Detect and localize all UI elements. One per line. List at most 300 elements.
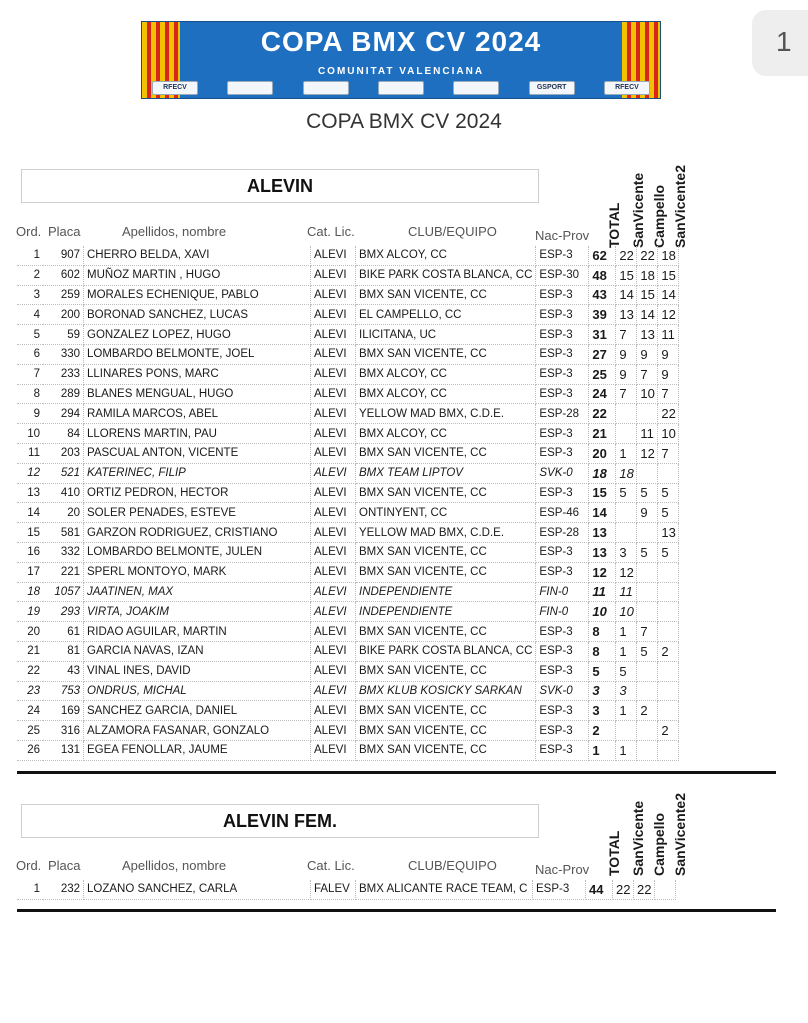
plate-number: 221 (43, 562, 84, 582)
race-points: 9 (637, 344, 658, 364)
race-points: 2 (637, 701, 658, 721)
rider-name: VINAL INES, DAVID (84, 661, 311, 681)
total-points: 15 (589, 483, 616, 503)
race-points (658, 602, 679, 622)
position: 12 (17, 463, 43, 483)
race-points: 22 (613, 880, 634, 899)
license-category: ALEVI (311, 562, 356, 582)
race-points (637, 582, 658, 602)
table-row (17, 246, 679, 265)
race-points: 5 (637, 483, 658, 503)
license-category: ALEVI (311, 404, 356, 424)
license-category: ALEVI (311, 740, 356, 760)
banner-title: COPA BMX CV 2024 (260, 26, 542, 57)
rider-name: PASCUAL ANTON, VICENTE (84, 443, 311, 463)
race-points: 5 (658, 483, 679, 503)
table-row (17, 285, 679, 305)
race-points: 1 (616, 740, 637, 760)
nationality-province: ESP-3 (536, 424, 589, 444)
rider-name: MORALES ECHENIQUE, PABLO (84, 285, 311, 305)
total-points: 8 (589, 622, 616, 642)
license-category: ALEVI (311, 721, 356, 741)
nationality-province: ESP-3 (536, 344, 589, 364)
plate-number: 294 (43, 404, 84, 424)
nationality-province: ESP-3 (536, 661, 589, 681)
plate-number: 20 (43, 503, 84, 523)
license-category: ALEVI (311, 265, 356, 285)
page-number-badge (752, 10, 808, 76)
nationality-province: ESP-3 (533, 880, 586, 899)
total-points: 44 (586, 880, 613, 899)
license-category: ALEVI (311, 582, 356, 602)
name-header: Apellidos, nombre (122, 858, 227, 873)
race-points: 18 (637, 265, 658, 285)
nationality-province: ESP-3 (536, 740, 589, 760)
race-points: 1 (616, 701, 637, 721)
race-points: 1 (616, 443, 637, 463)
nationality-province: ESP-3 (536, 305, 589, 325)
ord-header: Ord. (16, 858, 42, 873)
race-points: 18 (658, 246, 679, 265)
position: 20 (17, 622, 43, 642)
club-name: BMX SAN VICENTE, CC (356, 285, 536, 305)
nationality-province: ESP-3 (536, 384, 589, 404)
race-points: 5 (658, 542, 679, 562)
results-table (17, 246, 679, 761)
table-row (17, 641, 679, 661)
total-points: 62 (589, 246, 616, 265)
plate-number: 59 (43, 325, 84, 345)
rider-name: MUÑOZ MARTIN , HUGO (84, 265, 311, 285)
license-category: ALEVI (311, 384, 356, 404)
position: 26 (17, 740, 43, 760)
race-points (637, 463, 658, 483)
race-points (616, 721, 637, 741)
club-name: BMX SAN VICENTE, CC (356, 740, 536, 760)
club-name: ONTINYENT, CC (356, 503, 536, 523)
category-section (14, 150, 776, 770)
nationality-province: ESP-28 (536, 523, 589, 543)
race-points: 10 (658, 424, 679, 444)
total-points: 39 (589, 305, 616, 325)
race-points: 22 (634, 880, 655, 899)
position: 14 (17, 503, 43, 523)
nationality-province: ESP-3 (536, 483, 589, 503)
nationality-province: ESP-3 (536, 364, 589, 384)
race-header: SanVicente (630, 172, 646, 248)
race-points: 15 (616, 265, 637, 285)
table-row (17, 602, 679, 622)
license-category: ALEVI (311, 701, 356, 721)
nationality-province: FIN-0 (536, 602, 589, 622)
position: 25 (17, 721, 43, 741)
rider-name: GONZALEZ LOPEZ, HUGO (84, 325, 311, 345)
race-points (658, 740, 679, 760)
race-points: 18 (616, 463, 637, 483)
rider-name: RAMILA MARCOS, ABEL (84, 404, 311, 424)
nationality-province: ESP-3 (536, 325, 589, 345)
race-header: SanVicente2 (672, 164, 688, 248)
sponsor-logo: GSPORT (529, 81, 575, 95)
table-row (17, 463, 679, 483)
rider-name: LOMBARDO BELMONTE, JULEN (84, 542, 311, 562)
nationality-province: SVK-0 (536, 681, 589, 701)
table-row (17, 721, 679, 741)
total-points: 48 (589, 265, 616, 285)
category-section (14, 788, 776, 908)
race-points: 9 (616, 344, 637, 364)
club-name: BMX ALCOY, CC (356, 246, 536, 265)
document-title: COPA BMX CV 2024 (306, 110, 502, 133)
total-points: 31 (589, 325, 616, 345)
position: 21 (17, 641, 43, 661)
plate-number: 581 (43, 523, 84, 543)
club-header: CLUB/EQUIPO (408, 224, 497, 239)
license-category: FALEV (311, 880, 356, 899)
position: 24 (17, 701, 43, 721)
license-category: ALEVI (311, 325, 356, 345)
race-points: 13 (658, 523, 679, 543)
plate-number: 232 (43, 880, 84, 899)
club-header: CLUB/EQUIPO (408, 858, 497, 873)
rider-name: CHERRO BELDA, XAVI (84, 246, 311, 265)
section-divider (17, 771, 776, 774)
club-name: BIKE PARK COSTA BLANCA, CC (356, 265, 536, 285)
club-name: BMX SAN VICENTE, CC (356, 701, 536, 721)
license-category: ALEVI (311, 246, 356, 265)
plate-number: 289 (43, 384, 84, 404)
race-points: 5 (637, 542, 658, 562)
total-points: 20 (589, 443, 616, 463)
club-name: INDEPENDIENTE (356, 602, 536, 622)
license-category: ALEVI (311, 344, 356, 364)
position: 22 (17, 661, 43, 681)
total-header: TOTAL (606, 202, 622, 248)
plate-number: 602 (43, 265, 84, 285)
total-points: 12 (589, 562, 616, 582)
total-points: 24 (589, 384, 616, 404)
table-row (17, 681, 679, 701)
race-header: SanVicente (630, 800, 646, 876)
race-points: 1 (616, 641, 637, 661)
plate-number: 169 (43, 701, 84, 721)
license-category: ALEVI (311, 602, 356, 622)
race-points: 11 (616, 582, 637, 602)
placa-header: Placa (48, 858, 81, 873)
table-row (17, 582, 679, 602)
table-row (17, 305, 679, 325)
race-points: 1 (616, 622, 637, 642)
race-points: 5 (637, 641, 658, 661)
position: 19 (17, 602, 43, 622)
rider-name: ONDRUS, MICHAL (84, 681, 311, 701)
race-points (658, 661, 679, 681)
total-points: 5 (589, 661, 616, 681)
position: 23 (17, 681, 43, 701)
sponsor-logo (303, 81, 349, 95)
position: 5 (17, 325, 43, 345)
race-points: 5 (616, 661, 637, 681)
race-points: 5 (616, 483, 637, 503)
race-header: Campello (651, 812, 667, 876)
category-title: ALEVIN (21, 169, 539, 203)
race-points (637, 523, 658, 543)
license-category: ALEVI (311, 681, 356, 701)
nationality-province: ESP-3 (536, 641, 589, 661)
club-name: BMX ALCOY, CC (356, 384, 536, 404)
position: 18 (17, 582, 43, 602)
plate-number: 200 (43, 305, 84, 325)
table-row (17, 384, 679, 404)
club-name: YELLOW MAD BMX, C.D.E. (356, 523, 536, 543)
race-points: 10 (616, 602, 637, 622)
table-row (17, 740, 679, 760)
race-points (637, 721, 658, 741)
nationality-province: FIN-0 (536, 582, 589, 602)
nationality-province: ESP-3 (536, 562, 589, 582)
plate-number: 84 (43, 424, 84, 444)
position: 1 (17, 880, 43, 899)
rider-name: EGEA FENOLLAR, JAUME (84, 740, 311, 760)
total-points: 2 (589, 721, 616, 741)
race-points: 3 (616, 542, 637, 562)
race-points: 14 (616, 285, 637, 305)
total-points: 25 (589, 364, 616, 384)
club-name: BMX SAN VICENTE, CC (356, 622, 536, 642)
rider-name: VIRTA, JOAKIM (84, 602, 311, 622)
plate-number: 753 (43, 681, 84, 701)
table-row (17, 880, 676, 899)
plate-number: 259 (43, 285, 84, 305)
race-points (658, 582, 679, 602)
license-category: ALEVI (311, 443, 356, 463)
sponsor-logo (227, 81, 273, 95)
race-points: 12 (616, 562, 637, 582)
position: 4 (17, 305, 43, 325)
race-points: 14 (658, 285, 679, 305)
total-points: 11 (589, 582, 616, 602)
rider-name: KATERINEC, FILIP (84, 463, 311, 483)
table-row (17, 661, 679, 681)
position: 11 (17, 443, 43, 463)
placa-header: Placa (48, 224, 81, 239)
total-points: 3 (589, 681, 616, 701)
race-points (658, 562, 679, 582)
category-title: ALEVIN FEM. (21, 804, 539, 838)
race-points (658, 463, 679, 483)
club-name: BMX SAN VICENTE, CC (356, 443, 536, 463)
race-points: 9 (637, 503, 658, 523)
total-points: 10 (589, 602, 616, 622)
table-row (17, 503, 679, 523)
race-points (637, 681, 658, 701)
race-points: 2 (658, 641, 679, 661)
section-divider (17, 909, 776, 912)
position: 3 (17, 285, 43, 305)
rider-name: ALZAMORA FASANAR, GONZALO (84, 721, 311, 741)
table-row (17, 562, 679, 582)
club-name: BMX TEAM LIPTOV (356, 463, 536, 483)
rider-name: JAATINEN, MAX (84, 582, 311, 602)
race-points (616, 404, 637, 424)
table-row (17, 325, 679, 345)
club-name: EL CAMPELLO, CC (356, 305, 536, 325)
total-points: 22 (589, 404, 616, 424)
race-points (658, 701, 679, 721)
nationality-province: ESP-3 (536, 622, 589, 642)
plate-number: 330 (43, 344, 84, 364)
license-category: ALEVI (311, 285, 356, 305)
cat-header: Cat. Lic. (307, 224, 355, 239)
table-row (17, 483, 679, 503)
club-name: BMX SAN VICENTE, CC (356, 562, 536, 582)
rider-name: LLORENS MARTIN, PAU (84, 424, 311, 444)
license-category: ALEVI (311, 483, 356, 503)
club-name: BMX SAN VICENTE, CC (356, 344, 536, 364)
rider-name: RIDAO AGUILAR, MARTIN (84, 622, 311, 642)
total-points: 1 (589, 740, 616, 760)
license-category: ALEVI (311, 424, 356, 444)
license-category: ALEVI (311, 463, 356, 483)
race-points (637, 661, 658, 681)
race-points (658, 622, 679, 642)
race-points: 22 (637, 246, 658, 265)
rider-name: LOMBARDO BELMONTE, JOEL (84, 344, 311, 364)
plate-number: 316 (43, 721, 84, 741)
rider-name: GARZON RODRIGUEZ, CRISTIANO (84, 523, 311, 543)
nationality-province: ESP-28 (536, 404, 589, 424)
race-points: 10 (637, 384, 658, 404)
race-points: 15 (637, 285, 658, 305)
table-row (17, 542, 679, 562)
rider-name: LLINARES PONS, MARC (84, 364, 311, 384)
race-points (637, 562, 658, 582)
race-points: 9 (658, 364, 679, 384)
table-row (17, 424, 679, 444)
total-points: 27 (589, 344, 616, 364)
rider-name: SANCHEZ GARCIA, DANIEL (84, 701, 311, 721)
total-points: 43 (589, 285, 616, 305)
plate-number: 81 (43, 641, 84, 661)
results-table (17, 880, 676, 900)
race-points: 22 (616, 246, 637, 265)
race-points: 12 (658, 305, 679, 325)
race-points: 7 (616, 325, 637, 345)
club-name: BMX ALCOY, CC (356, 364, 536, 384)
position: 1 (17, 246, 43, 265)
total-points: 8 (589, 641, 616, 661)
license-category: ALEVI (311, 364, 356, 384)
page-number: 1 (776, 26, 792, 57)
race-points: 9 (616, 364, 637, 384)
license-category: ALEVI (311, 523, 356, 543)
table-row (17, 364, 679, 384)
sponsor-logo: RFECV (152, 81, 198, 95)
position: 7 (17, 364, 43, 384)
plate-number: 521 (43, 463, 84, 483)
table-row (17, 443, 679, 463)
club-name: BMX SAN VICENTE, CC (356, 542, 536, 562)
license-category: ALEVI (311, 542, 356, 562)
club-name: YELLOW MAD BMX, C.D.E. (356, 404, 536, 424)
nationality-province: ESP-3 (536, 246, 589, 265)
nationality-province: ESP-3 (536, 721, 589, 741)
race-points (658, 681, 679, 701)
total-points: 21 (589, 424, 616, 444)
plate-number: 131 (43, 740, 84, 760)
sponsor-logo (378, 81, 424, 95)
race-points: 11 (658, 325, 679, 345)
race-points: 7 (658, 384, 679, 404)
table-row (17, 622, 679, 642)
position: 17 (17, 562, 43, 582)
club-name: BIKE PARK COSTA BLANCA, CC (356, 641, 536, 661)
cat-header: Cat. Lic. (307, 858, 355, 873)
club-name: ILICITANA, UC (356, 325, 536, 345)
total-points: 13 (589, 542, 616, 562)
table-row (17, 523, 679, 543)
club-name: BMX SAN VICENTE, CC (356, 483, 536, 503)
sponsor-logo (453, 81, 499, 95)
table-row (17, 344, 679, 364)
sponsor-logo: RFECV (604, 81, 650, 95)
rider-name: SOLER PENADES, ESTEVE (84, 503, 311, 523)
plate-number: 293 (43, 602, 84, 622)
race-points: 11 (637, 424, 658, 444)
plate-number: 907 (43, 246, 84, 265)
club-name: BMX ALCOY, CC (356, 424, 536, 444)
banner-subtitle: COMUNITAT VALENCIANA (317, 66, 485, 77)
race-points: 2 (658, 721, 679, 741)
position: 2 (17, 265, 43, 285)
race-points: 13 (616, 305, 637, 325)
race-points: 5 (658, 503, 679, 523)
license-category: ALEVI (311, 305, 356, 325)
race-points: 9 (658, 344, 679, 364)
plate-number: 203 (43, 443, 84, 463)
position: 9 (17, 404, 43, 424)
plate-number: 410 (43, 483, 84, 503)
total-points: 14 (589, 503, 616, 523)
rider-name: BLANES MENGUAL, HUGO (84, 384, 311, 404)
rider-name: BORONAD SANCHEZ, LUCAS (84, 305, 311, 325)
position: 10 (17, 424, 43, 444)
race-points (655, 880, 676, 899)
table-row (17, 404, 679, 424)
race-points (637, 404, 658, 424)
club-name: BMX ALICANTE RACE TEAM, C (356, 880, 533, 899)
race-points (616, 424, 637, 444)
license-category: ALEVI (311, 641, 356, 661)
name-header: Apellidos, nombre (122, 224, 227, 239)
race-points: 22 (658, 404, 679, 424)
race-points: 3 (616, 681, 637, 701)
race-points: 7 (637, 622, 658, 642)
license-category: ALEVI (311, 661, 356, 681)
race-points (637, 602, 658, 622)
rider-name: GARCIA NAVAS, IZAN (84, 641, 311, 661)
club-name: BMX SAN VICENTE, CC (356, 661, 536, 681)
nationality-province: ESP-3 (536, 443, 589, 463)
position: 6 (17, 344, 43, 364)
race-points (637, 740, 658, 760)
license-category: ALEVI (311, 622, 356, 642)
event-banner (141, 21, 661, 99)
nac-header: Nac-Prov (535, 228, 590, 243)
club-name: BMX SAN VICENTE, CC (356, 721, 536, 741)
table-row (17, 701, 679, 721)
race-points: 12 (637, 443, 658, 463)
